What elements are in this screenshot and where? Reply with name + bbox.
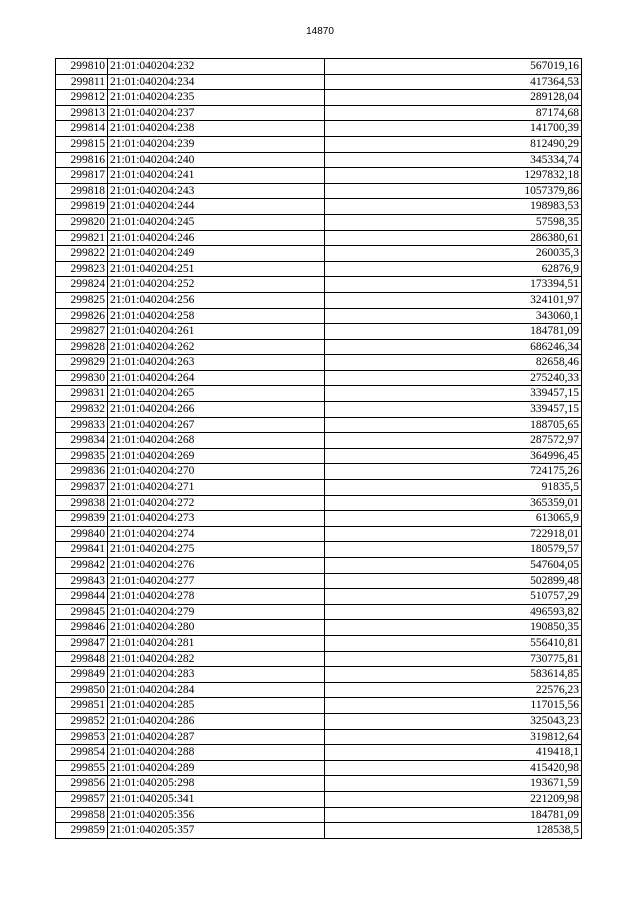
table-row bbox=[56, 573, 582, 589]
cadastral-number-cell: 21:01:040204:264 bbox=[108, 370, 325, 386]
row-number-cell: 299857 bbox=[56, 791, 108, 807]
row-number-cell: 299836 bbox=[56, 464, 108, 480]
registry-table bbox=[55, 58, 582, 839]
cadastral-number-cell: 21:01:040204:276 bbox=[108, 558, 325, 574]
table-row bbox=[56, 261, 582, 277]
value-cell: 510757,29 bbox=[325, 589, 582, 605]
row-number-cell: 299818 bbox=[56, 183, 108, 199]
table-row bbox=[56, 214, 582, 230]
value-cell: 730775,81 bbox=[325, 651, 582, 667]
row-number-cell: 299835 bbox=[56, 448, 108, 464]
row-number-cell: 299853 bbox=[56, 729, 108, 745]
row-number-cell: 299859 bbox=[56, 823, 108, 839]
value-cell: 1057379,86 bbox=[325, 183, 582, 199]
value-cell: 221209,98 bbox=[325, 791, 582, 807]
cadastral-number-cell: 21:01:040204:287 bbox=[108, 729, 325, 745]
cadastral-number-cell: 21:01:040204:237 bbox=[108, 105, 325, 121]
cadastral-number-cell: 21:01:040205:356 bbox=[108, 807, 325, 823]
value-cell: 287572,97 bbox=[325, 433, 582, 449]
value-cell: 193671,59 bbox=[325, 776, 582, 792]
cadastral-number-cell: 21:01:040204:286 bbox=[108, 713, 325, 729]
cadastral-number-cell: 21:01:040204:280 bbox=[108, 620, 325, 636]
table-row bbox=[56, 542, 582, 558]
value-cell: 82658,46 bbox=[325, 355, 582, 371]
cadastral-number-cell: 21:01:040204:273 bbox=[108, 511, 325, 527]
row-number-cell: 299813 bbox=[56, 105, 108, 121]
table-row bbox=[56, 292, 582, 308]
row-number-cell: 299852 bbox=[56, 713, 108, 729]
value-cell: 184781,09 bbox=[325, 324, 582, 340]
row-number-cell: 299855 bbox=[56, 760, 108, 776]
value-cell: 91835,5 bbox=[325, 480, 582, 496]
cadastral-number-cell: 21:01:040204:262 bbox=[108, 339, 325, 355]
table-row bbox=[56, 199, 582, 215]
cadastral-number-cell: 21:01:040204:271 bbox=[108, 480, 325, 496]
cadastral-number-cell: 21:01:040204:268 bbox=[108, 433, 325, 449]
table-row bbox=[56, 698, 582, 714]
value-cell: 1297832,18 bbox=[325, 168, 582, 184]
cadastral-number-cell: 21:01:040205:341 bbox=[108, 791, 325, 807]
row-number-cell: 299832 bbox=[56, 402, 108, 418]
row-number-cell: 299816 bbox=[56, 152, 108, 168]
table-row bbox=[56, 417, 582, 433]
value-cell: 415420,98 bbox=[325, 760, 582, 776]
value-cell: 141700,39 bbox=[325, 121, 582, 137]
registry-table-body bbox=[56, 59, 582, 839]
table-row bbox=[56, 230, 582, 246]
cadastral-number-cell: 21:01:040204:249 bbox=[108, 246, 325, 262]
table-row bbox=[56, 152, 582, 168]
table-row bbox=[56, 620, 582, 636]
cadastral-number-cell: 21:01:040205:357 bbox=[108, 823, 325, 839]
row-number-cell: 299858 bbox=[56, 807, 108, 823]
row-number-cell: 299839 bbox=[56, 511, 108, 527]
cadastral-number-cell: 21:01:040204:266 bbox=[108, 402, 325, 418]
table-row bbox=[56, 324, 582, 340]
row-number-cell: 299810 bbox=[56, 59, 108, 75]
row-number-cell: 299854 bbox=[56, 745, 108, 761]
row-number-cell: 299815 bbox=[56, 136, 108, 152]
cadastral-number-cell: 21:01:040204:277 bbox=[108, 573, 325, 589]
table-row bbox=[56, 713, 582, 729]
row-number-cell: 299825 bbox=[56, 292, 108, 308]
cadastral-number-cell: 21:01:040204:239 bbox=[108, 136, 325, 152]
table-row bbox=[56, 339, 582, 355]
row-number-cell: 299840 bbox=[56, 526, 108, 542]
page-number: 14870 bbox=[306, 26, 334, 37]
cadastral-number-cell: 21:01:040204:289 bbox=[108, 760, 325, 776]
row-number-cell: 299823 bbox=[56, 261, 108, 277]
value-cell: 343060,1 bbox=[325, 308, 582, 324]
cadastral-number-cell: 21:01:040204:232 bbox=[108, 59, 325, 75]
table-row bbox=[56, 59, 582, 75]
value-cell: 128538,5 bbox=[325, 823, 582, 839]
table-row bbox=[56, 682, 582, 698]
value-cell: 173394,51 bbox=[325, 277, 582, 293]
value-cell: 198983,53 bbox=[325, 199, 582, 215]
table-row bbox=[56, 308, 582, 324]
cadastral-number-cell: 21:01:040204:269 bbox=[108, 448, 325, 464]
row-number-cell: 299829 bbox=[56, 355, 108, 371]
table-row bbox=[56, 370, 582, 386]
table-row bbox=[56, 667, 582, 683]
row-number-cell: 299811 bbox=[56, 74, 108, 90]
row-number-cell: 299844 bbox=[56, 589, 108, 605]
cadastral-number-cell: 21:01:040204:261 bbox=[108, 324, 325, 340]
row-number-cell: 299850 bbox=[56, 682, 108, 698]
cadastral-number-cell: 21:01:040204:238 bbox=[108, 121, 325, 137]
cadastral-number-cell: 21:01:040204:246 bbox=[108, 230, 325, 246]
table-row bbox=[56, 136, 582, 152]
row-number-cell: 299826 bbox=[56, 308, 108, 324]
value-cell: 496593,82 bbox=[325, 604, 582, 620]
cadastral-number-cell: 21:01:040204:252 bbox=[108, 277, 325, 293]
cadastral-number-cell: 21:01:040204:256 bbox=[108, 292, 325, 308]
value-cell: 417364,53 bbox=[325, 74, 582, 90]
value-cell: 87174,68 bbox=[325, 105, 582, 121]
value-cell: 722918,01 bbox=[325, 526, 582, 542]
table-row bbox=[56, 168, 582, 184]
row-number-cell: 299837 bbox=[56, 480, 108, 496]
cadastral-number-cell: 21:01:040205:298 bbox=[108, 776, 325, 792]
value-cell: 62876,9 bbox=[325, 261, 582, 277]
cadastral-number-cell: 21:01:040204:288 bbox=[108, 745, 325, 761]
value-cell: 556410,81 bbox=[325, 635, 582, 651]
table-row bbox=[56, 776, 582, 792]
value-cell: 812490,29 bbox=[325, 136, 582, 152]
value-cell: 117015,56 bbox=[325, 698, 582, 714]
row-number-cell: 299841 bbox=[56, 542, 108, 558]
table-row bbox=[56, 807, 582, 823]
cadastral-number-cell: 21:01:040204:235 bbox=[108, 90, 325, 106]
table-row bbox=[56, 74, 582, 90]
row-number-cell: 299843 bbox=[56, 573, 108, 589]
value-cell: 583614,85 bbox=[325, 667, 582, 683]
value-cell: 364996,45 bbox=[325, 448, 582, 464]
row-number-cell: 299824 bbox=[56, 277, 108, 293]
row-number-cell: 299838 bbox=[56, 495, 108, 511]
cadastral-number-cell: 21:01:040204:240 bbox=[108, 152, 325, 168]
table-row bbox=[56, 589, 582, 605]
table-row bbox=[56, 183, 582, 199]
row-number-cell: 299822 bbox=[56, 246, 108, 262]
cadastral-number-cell: 21:01:040204:234 bbox=[108, 74, 325, 90]
table-row bbox=[56, 464, 582, 480]
value-cell: 339457,15 bbox=[325, 386, 582, 402]
value-cell: 567019,16 bbox=[325, 59, 582, 75]
value-cell: 286380,61 bbox=[325, 230, 582, 246]
row-number-cell: 299846 bbox=[56, 620, 108, 636]
row-number-cell: 299814 bbox=[56, 121, 108, 137]
row-number-cell: 299849 bbox=[56, 667, 108, 683]
cadastral-number-cell: 21:01:040204:284 bbox=[108, 682, 325, 698]
row-number-cell: 299851 bbox=[56, 698, 108, 714]
row-number-cell: 299819 bbox=[56, 199, 108, 215]
table-row bbox=[56, 823, 582, 839]
table-row bbox=[56, 448, 582, 464]
value-cell: 180579,57 bbox=[325, 542, 582, 558]
table-row bbox=[56, 526, 582, 542]
table-row bbox=[56, 90, 582, 106]
cadastral-number-cell: 21:01:040204:265 bbox=[108, 386, 325, 402]
row-number-cell: 299847 bbox=[56, 635, 108, 651]
table-row bbox=[56, 105, 582, 121]
cadastral-number-cell: 21:01:040204:282 bbox=[108, 651, 325, 667]
cadastral-number-cell: 21:01:040204:272 bbox=[108, 495, 325, 511]
cadastral-number-cell: 21:01:040204:267 bbox=[108, 417, 325, 433]
value-cell: 339457,15 bbox=[325, 402, 582, 418]
cadastral-number-cell: 21:01:040204:270 bbox=[108, 464, 325, 480]
table-row bbox=[56, 355, 582, 371]
table-row bbox=[56, 651, 582, 667]
value-cell: 275240,33 bbox=[325, 370, 582, 386]
value-cell: 724175,26 bbox=[325, 464, 582, 480]
value-cell: 22576,23 bbox=[325, 682, 582, 698]
table-row bbox=[56, 433, 582, 449]
table-row bbox=[56, 480, 582, 496]
cadastral-number-cell: 21:01:040204:251 bbox=[108, 261, 325, 277]
row-number-cell: 299830 bbox=[56, 370, 108, 386]
cadastral-number-cell: 21:01:040204:243 bbox=[108, 183, 325, 199]
value-cell: 324101,97 bbox=[325, 292, 582, 308]
table-row bbox=[56, 745, 582, 761]
table-row bbox=[56, 386, 582, 402]
value-cell: 686246,34 bbox=[325, 339, 582, 355]
table-row bbox=[56, 604, 582, 620]
table-row bbox=[56, 511, 582, 527]
value-cell: 188705,65 bbox=[325, 417, 582, 433]
row-number-cell: 299812 bbox=[56, 90, 108, 106]
row-number-cell: 299817 bbox=[56, 168, 108, 184]
cadastral-number-cell: 21:01:040204:279 bbox=[108, 604, 325, 620]
row-number-cell: 299827 bbox=[56, 324, 108, 340]
value-cell: 260035,3 bbox=[325, 246, 582, 262]
value-cell: 319812,64 bbox=[325, 729, 582, 745]
table-row bbox=[56, 495, 582, 511]
value-cell: 57598,35 bbox=[325, 214, 582, 230]
row-number-cell: 299831 bbox=[56, 386, 108, 402]
row-number-cell: 299842 bbox=[56, 558, 108, 574]
value-cell: 547604,05 bbox=[325, 558, 582, 574]
row-number-cell: 299833 bbox=[56, 417, 108, 433]
cadastral-number-cell: 21:01:040204:244 bbox=[108, 199, 325, 215]
cadastral-number-cell: 21:01:040204:263 bbox=[108, 355, 325, 371]
value-cell: 419418,1 bbox=[325, 745, 582, 761]
value-cell: 365359,01 bbox=[325, 495, 582, 511]
table-row bbox=[56, 635, 582, 651]
table-row bbox=[56, 277, 582, 293]
row-number-cell: 299834 bbox=[56, 433, 108, 449]
row-number-cell: 299821 bbox=[56, 230, 108, 246]
value-cell: 613065,9 bbox=[325, 511, 582, 527]
cadastral-number-cell: 21:01:040204:285 bbox=[108, 698, 325, 714]
value-cell: 345334,74 bbox=[325, 152, 582, 168]
cadastral-number-cell: 21:01:040204:258 bbox=[108, 308, 325, 324]
cadastral-number-cell: 21:01:040204:274 bbox=[108, 526, 325, 542]
cadastral-number-cell: 21:01:040204:241 bbox=[108, 168, 325, 184]
value-cell: 325043,23 bbox=[325, 713, 582, 729]
table-row bbox=[56, 558, 582, 574]
cadastral-number-cell: 21:01:040204:275 bbox=[108, 542, 325, 558]
row-number-cell: 299848 bbox=[56, 651, 108, 667]
table-row bbox=[56, 121, 582, 137]
table-row bbox=[56, 402, 582, 418]
row-number-cell: 299856 bbox=[56, 776, 108, 792]
value-cell: 502899,48 bbox=[325, 573, 582, 589]
row-number-cell: 299845 bbox=[56, 604, 108, 620]
table-row bbox=[56, 729, 582, 745]
row-number-cell: 299820 bbox=[56, 214, 108, 230]
table-row bbox=[56, 760, 582, 776]
row-number-cell: 299828 bbox=[56, 339, 108, 355]
table-row bbox=[56, 791, 582, 807]
cadastral-number-cell: 21:01:040204:283 bbox=[108, 667, 325, 683]
value-cell: 289128,04 bbox=[325, 90, 582, 106]
cadastral-number-cell: 21:01:040204:245 bbox=[108, 214, 325, 230]
value-cell: 190850,35 bbox=[325, 620, 582, 636]
table-row bbox=[56, 246, 582, 262]
cadastral-number-cell: 21:01:040204:281 bbox=[108, 635, 325, 651]
value-cell: 184781,09 bbox=[325, 807, 582, 823]
cadastral-number-cell: 21:01:040204:278 bbox=[108, 589, 325, 605]
